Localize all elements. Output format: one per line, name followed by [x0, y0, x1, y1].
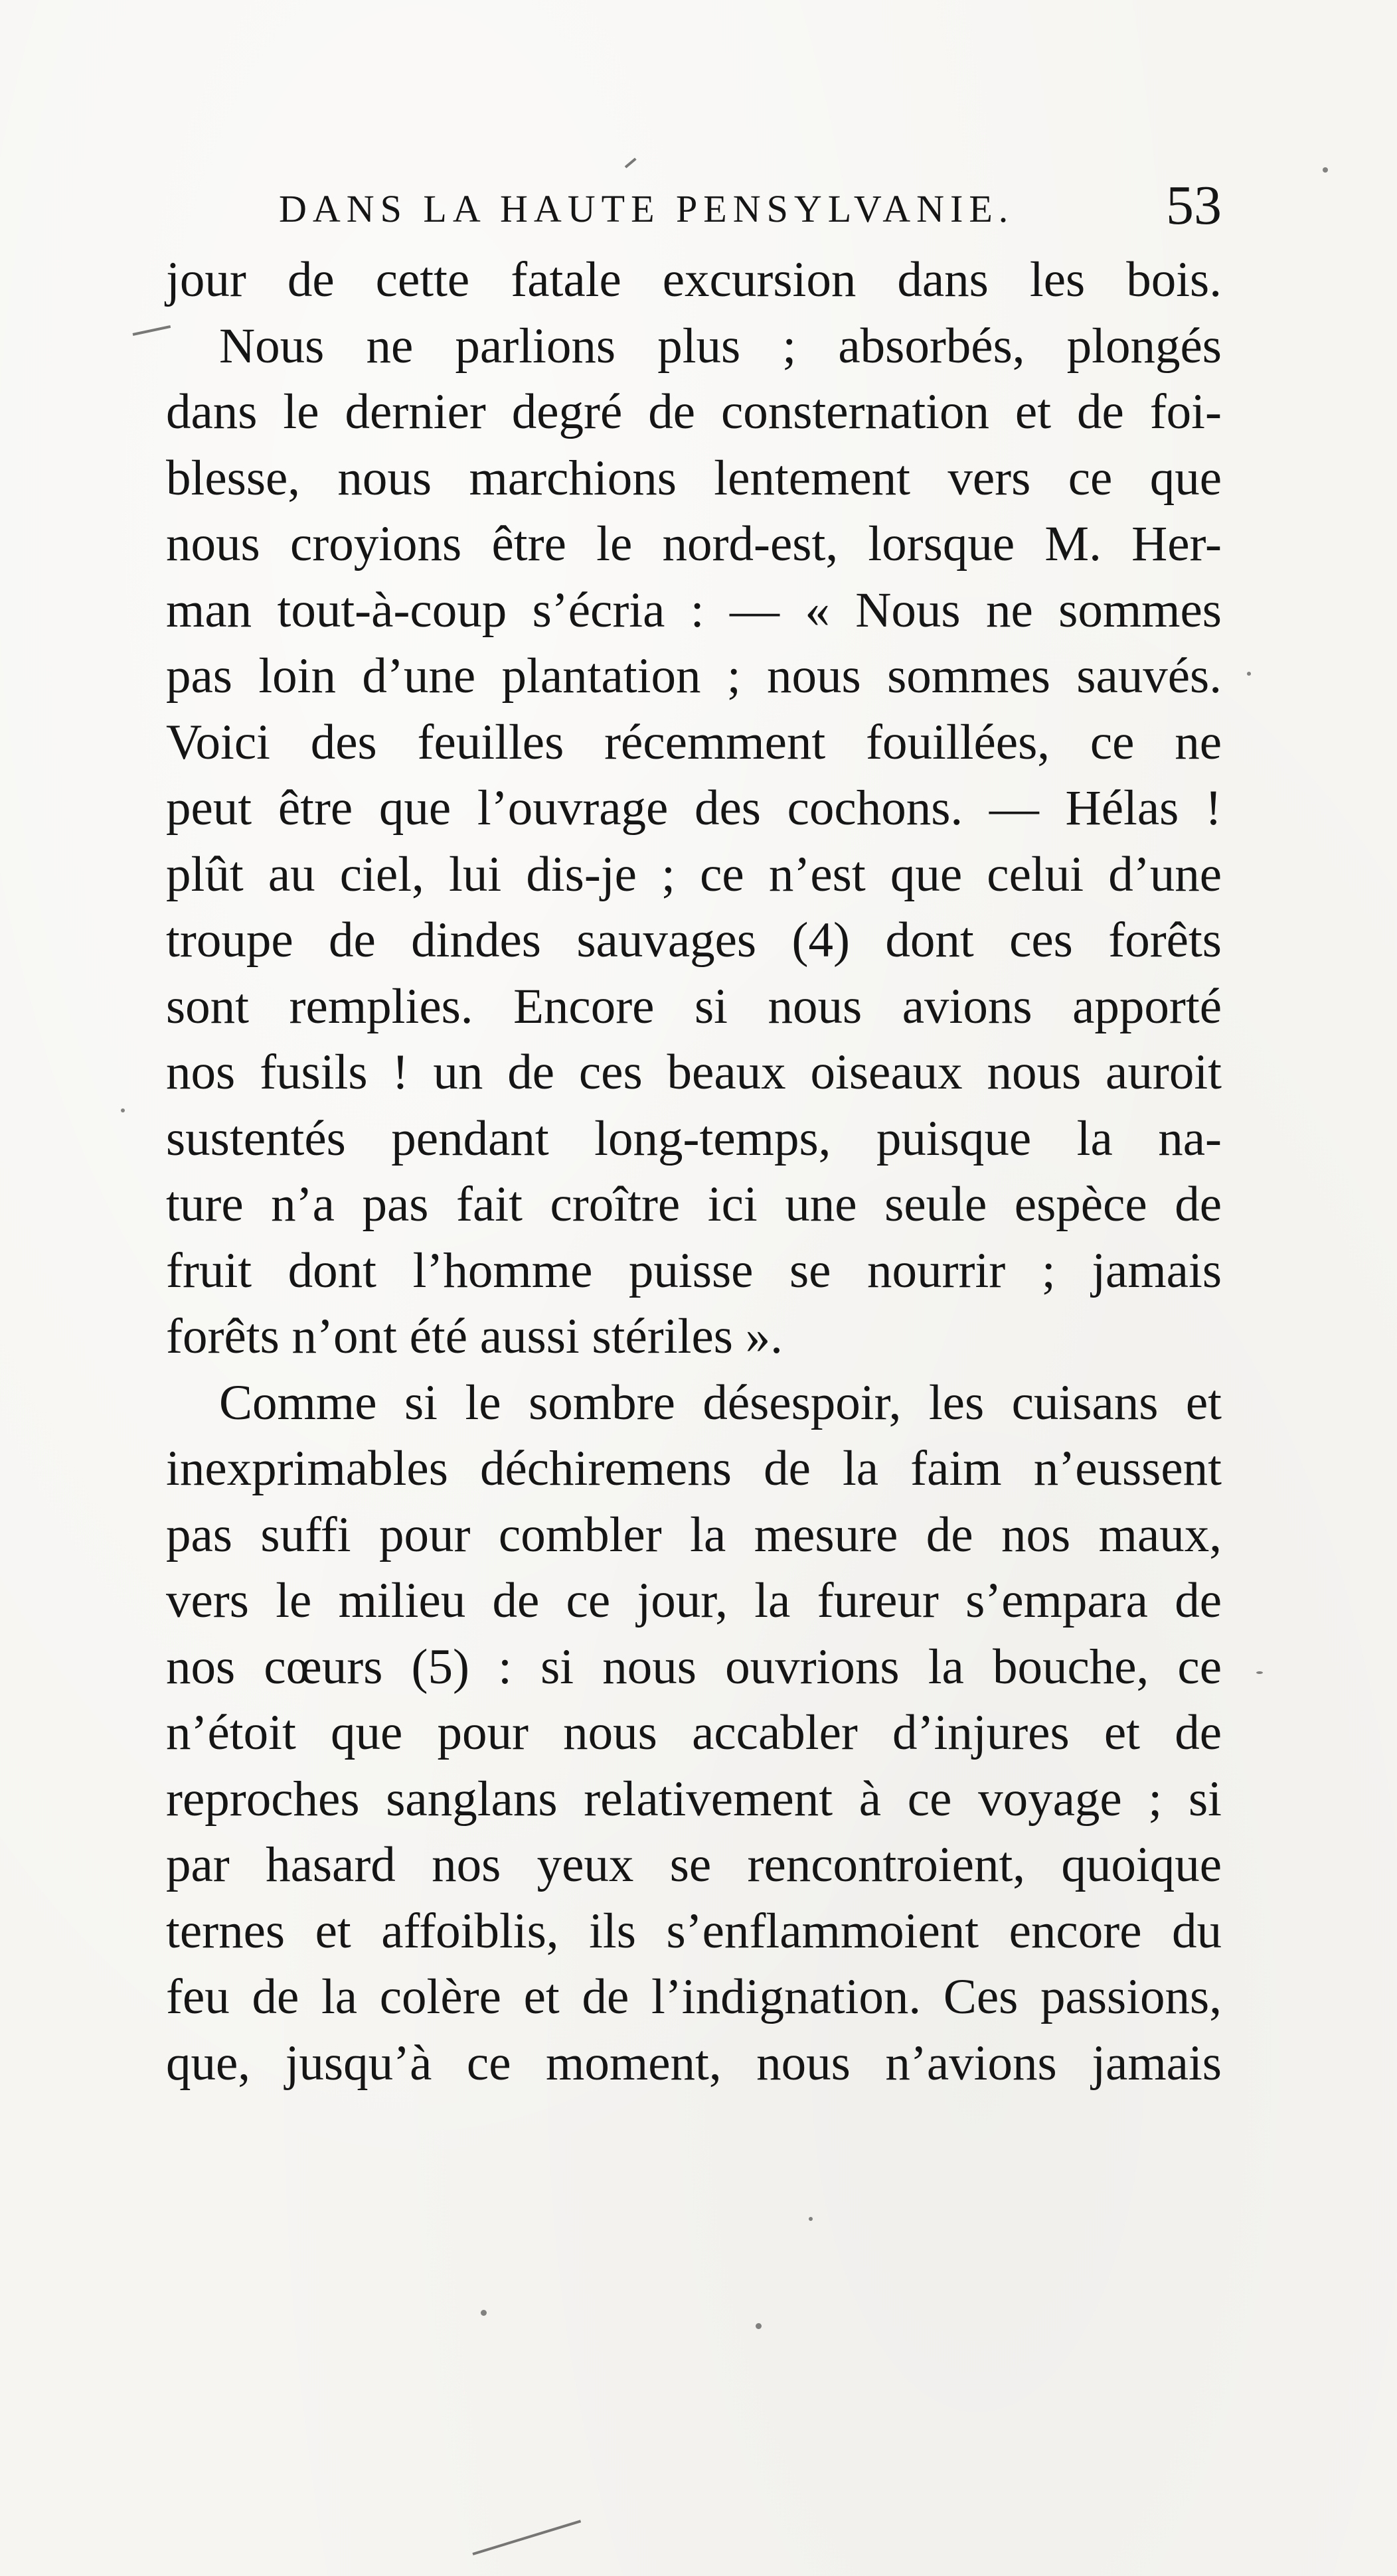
running-title: DANS LA HAUTE PENSYLVANIE. [279, 187, 1015, 230]
scan-stroke [133, 325, 171, 336]
scan-speck [1247, 672, 1251, 676]
text-line: sustentés pendant long-temps, puisque la na- [166, 1110, 1222, 1166]
text-line: Comme si le sombre désespoir, les cuisans et [219, 1375, 1222, 1430]
text-line: sont remplies. Encore si nous avions apporté [166, 978, 1222, 1034]
text-line: ternes et affoiblis, ils s’enflammoient encore du [166, 1903, 1222, 1959]
text-line: jour de cette fatale excursion dans les bois. [166, 252, 1222, 307]
text-line: forêts n’ont été aussi stériles ». [166, 1309, 783, 1364]
text-line: inexprimables déchiremens de la faim n’eussent [166, 1441, 1222, 1496]
text-line: plût au ciel, lui dis-je ; ce n’est que celui d’une [166, 846, 1222, 902]
text-line: dans le dernier degré de consternation et de foi- [166, 384, 1222, 439]
text-line: reproches sanglans relativement à ce voyage ; si [166, 1771, 1222, 1827]
text-line: fruit dont l’homme puisse se nourrir ; jamais [166, 1243, 1222, 1298]
text-line: feu de la colère et de l’indignation. Ces passions, [166, 1969, 1222, 2024]
text-line: nos cœurs (5) : si nous ouvrions la bouche, ce [166, 1639, 1222, 1695]
scan-speck [1323, 167, 1328, 173]
scan-stroke [472, 2520, 581, 2555]
scan-speck [121, 1108, 125, 1112]
page-number: 53 [1166, 175, 1222, 236]
text-line: vers le milieu de ce jour, la fureur s’empara de [166, 1573, 1222, 1628]
scan-speck [1256, 1671, 1263, 1674]
text-line: par hasard nos yeux se rencontroient, quoique [166, 1837, 1222, 1892]
scan-stroke [625, 158, 637, 169]
text-line: nous croyions être le nord-est, lorsque M. Her- [166, 516, 1222, 571]
text-line: peut être que l’ouvrage des cochons. — Hélas ! [166, 781, 1222, 836]
text-line: Voici des feuilles récemment fouillées, ce ne [166, 714, 1222, 770]
text-line: pas loin d’une plantation ; nous sommes sauvés. [166, 648, 1222, 704]
text-line: Nous ne parlions plus ; absorbés, plongés [219, 318, 1222, 374]
text-line: nos fusils ! un de ces beaux oiseaux nous auroit [166, 1045, 1222, 1100]
text-line: que, jusqu’à ce moment, nous n’avions jamais [166, 2035, 1222, 2091]
body-text [166, 247, 1222, 2096]
text-line: man tout-à-coup s’écria : — « Nous ne sommes [166, 582, 1222, 638]
text-line: troupe de dindes sauvages (4) dont ces forêts [166, 913, 1222, 968]
text-line: ture n’a pas fait croître ici une seule espèce de [166, 1177, 1222, 1232]
text-line: n’étoit que pour nous accabler d’injures et de [166, 1705, 1222, 1760]
scan-speck [809, 2217, 813, 2221]
running-head [279, 175, 1222, 251]
text-line: pas suffi pour combler la mesure de nos maux, [166, 1507, 1222, 1562]
scan-speck [756, 2323, 762, 2329]
scan-speck [481, 2310, 487, 2316]
text-line: blesse, nous marchions lentement vers ce que [166, 450, 1222, 506]
